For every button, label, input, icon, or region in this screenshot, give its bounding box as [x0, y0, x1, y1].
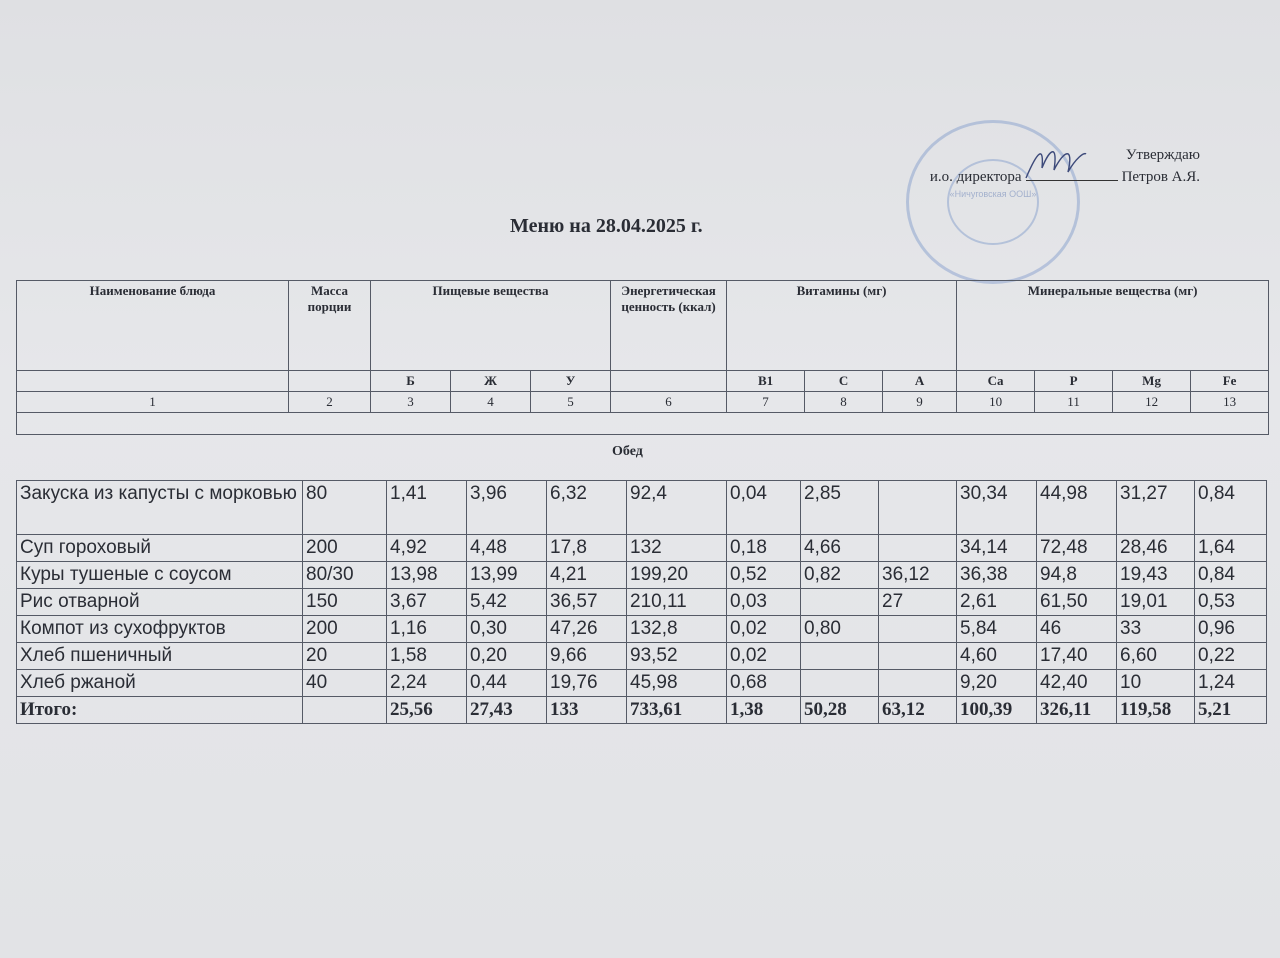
cell-ca: 34,14 — [957, 535, 1037, 562]
col-num: 4 — [451, 392, 531, 413]
table-row — [17, 616, 1267, 643]
cell-u: 133 — [547, 697, 627, 724]
table-row — [17, 535, 1267, 562]
stamp-text: «Ничуговская ООШ» — [949, 189, 1037, 199]
cell-p: 326,11 — [1037, 697, 1117, 724]
cell-p: 46 — [1037, 616, 1117, 643]
cell-b1: 0,52 — [727, 562, 801, 589]
cell-a: 27 — [879, 589, 957, 616]
cell-b: 4,92 — [387, 535, 467, 562]
approval-signature-line — [930, 166, 1200, 188]
cell-c — [801, 643, 879, 670]
cell-b: 3,67 — [387, 589, 467, 616]
cell-fe: 0,53 — [1195, 589, 1267, 616]
cell-u: 6,32 — [547, 481, 627, 535]
menu-table-header — [16, 280, 1269, 435]
cell-fe: 5,21 — [1195, 697, 1267, 724]
cell-b1: 0,02 — [727, 616, 801, 643]
cell-fe: 1,24 — [1195, 670, 1267, 697]
cell-kcal: 93,52 — [627, 643, 727, 670]
cell-b1: 0,68 — [727, 670, 801, 697]
header-sub-ca: Ca — [957, 371, 1035, 392]
cell-u: 4,21 — [547, 562, 627, 589]
cell-p: 94,8 — [1037, 562, 1117, 589]
cell-u: 19,76 — [547, 670, 627, 697]
cell-p: 42,40 — [1037, 670, 1117, 697]
cell-a: 36,12 — [879, 562, 957, 589]
cell-b1: 0,02 — [727, 643, 801, 670]
cell-ca: 100,39 — [957, 697, 1037, 724]
cell-ca: 2,61 — [957, 589, 1037, 616]
col-num: 12 — [1113, 392, 1191, 413]
col-num: 13 — [1191, 392, 1269, 413]
cell-b1: 0,03 — [727, 589, 801, 616]
cell-u: 36,57 — [547, 589, 627, 616]
approval-name: Петров А.Я. — [1121, 169, 1200, 185]
cell-fe: 0,22 — [1195, 643, 1267, 670]
col-num: 10 — [957, 392, 1035, 413]
cell-kcal: 92,4 — [627, 481, 727, 535]
cell-p: 17,40 — [1037, 643, 1117, 670]
col-num: 6 — [611, 392, 727, 413]
blank-row — [17, 413, 1269, 435]
cell-ca: 5,84 — [957, 616, 1037, 643]
header-dish: Наименование блюда — [17, 281, 289, 371]
cell-mg: 19,01 — [1117, 589, 1195, 616]
cell-mg: 10 — [1117, 670, 1195, 697]
col-num: 8 — [805, 392, 883, 413]
cell-a: 63,12 — [879, 697, 957, 724]
cell-kcal: 733,61 — [627, 697, 727, 724]
cell-mass — [303, 697, 387, 724]
cell-b: 13,98 — [387, 562, 467, 589]
cell-ca: 4,60 — [957, 643, 1037, 670]
cell-a — [879, 535, 957, 562]
header-sub-zh: Ж — [451, 371, 531, 392]
cell-mass: 40 — [303, 670, 387, 697]
header-energy: Энергетическая ценность (ккал) — [611, 281, 727, 371]
table-row — [17, 670, 1267, 697]
cell-name: Куры тушеные с соусом — [17, 562, 303, 589]
approval-word: Утверждаю — [1125, 147, 1200, 163]
approval-block — [930, 144, 1200, 188]
cell-u: 17,8 — [547, 535, 627, 562]
col-num: 9 — [883, 392, 957, 413]
cell-zh: 5,42 — [467, 589, 547, 616]
cell-kcal: 199,20 — [627, 562, 727, 589]
cell-fe: 0,96 — [1195, 616, 1267, 643]
header-vitamins: Витамины (мг) — [727, 281, 957, 371]
cell-ca: 36,38 — [957, 562, 1037, 589]
cell-fe: 1,64 — [1195, 535, 1267, 562]
cell-mass: 80/30 — [303, 562, 387, 589]
cell-zh: 0,44 — [467, 670, 547, 697]
cell-mg: 119,58 — [1117, 697, 1195, 724]
cell-mass: 20 — [303, 643, 387, 670]
cell-name: Итого: — [17, 697, 303, 724]
approval-position: и.о. директора — [929, 169, 1022, 185]
cell-mg: 31,27 — [1117, 481, 1195, 535]
cell-name: Хлеб пшеничный — [17, 643, 303, 670]
cell-mg: 33 — [1117, 616, 1195, 643]
cell-a — [879, 670, 957, 697]
table-row — [17, 589, 1267, 616]
cell-fe: 0,84 — [1195, 562, 1267, 589]
header-sub-fe: Fe — [1191, 371, 1269, 392]
cell-ca: 9,20 — [957, 670, 1037, 697]
cell-c: 0,80 — [801, 616, 879, 643]
cell-a — [879, 616, 957, 643]
header-sub-u: У — [531, 371, 611, 392]
menu-table — [16, 480, 1267, 724]
col-num: 5 — [531, 392, 611, 413]
cell-b: 2,24 — [387, 670, 467, 697]
cell-b1: 0,04 — [727, 481, 801, 535]
cell-c: 50,28 — [801, 697, 879, 724]
cell-mg: 28,46 — [1117, 535, 1195, 562]
cell-mass: 150 — [303, 589, 387, 616]
cell-p: 61,50 — [1037, 589, 1117, 616]
col-num: 7 — [727, 392, 805, 413]
header-nutrients: Пищевые вещества — [371, 281, 611, 371]
cell-name: Суп гороховый — [17, 535, 303, 562]
cell-u: 9,66 — [547, 643, 627, 670]
column-number-row — [17, 392, 1269, 413]
cell-name: Компот из сухофруктов — [17, 616, 303, 643]
header-sub-empty — [17, 371, 289, 392]
cell-kcal: 210,11 — [627, 589, 727, 616]
cell-mass: 200 — [303, 535, 387, 562]
header-sub-b1: В1 — [727, 371, 805, 392]
cell-a — [879, 643, 957, 670]
header-sub-a: А — [883, 371, 957, 392]
header-mass: Масса порции — [289, 281, 371, 371]
cell-c: 0,82 — [801, 562, 879, 589]
cell-zh: 4,48 — [467, 535, 547, 562]
cell-kcal: 45,98 — [627, 670, 727, 697]
cell-name: Рис отварной — [17, 589, 303, 616]
cell-c — [801, 589, 879, 616]
cell-b: 1,16 — [387, 616, 467, 643]
col-num: 3 — [371, 392, 451, 413]
cell-p: 72,48 — [1037, 535, 1117, 562]
cell-b: 25,56 — [387, 697, 467, 724]
table-row — [17, 562, 1267, 589]
cell-zh: 3,96 — [467, 481, 547, 535]
col-num: 1 — [17, 392, 289, 413]
cell-kcal: 132,8 — [627, 616, 727, 643]
header-minerals: Минеральные вещества (мг) — [957, 281, 1269, 371]
cell-a — [879, 481, 957, 535]
cell-kcal: 132 — [627, 535, 727, 562]
header-sub-empty — [289, 371, 371, 392]
header-sub-mg: Mg — [1113, 371, 1191, 392]
cell-fe: 0,84 — [1195, 481, 1267, 535]
table-row — [17, 643, 1267, 670]
cell-zh: 27,43 — [467, 697, 547, 724]
cell-u: 47,26 — [547, 616, 627, 643]
cell-name: Закуска из капусты с морковью — [17, 481, 303, 535]
cell-zh: 13,99 — [467, 562, 547, 589]
total-row — [17, 697, 1267, 724]
table-row — [17, 481, 1267, 535]
col-num: 11 — [1035, 392, 1113, 413]
page-title: Меню на 28.04.2025 г. — [510, 215, 703, 237]
header-sub-b: Б — [371, 371, 451, 392]
cell-b1: 0,18 — [727, 535, 801, 562]
cell-mg: 6,60 — [1117, 643, 1195, 670]
cell-zh: 0,20 — [467, 643, 547, 670]
section-title: Обед — [612, 444, 643, 459]
cell-c: 2,85 — [801, 481, 879, 535]
cell-b: 1,41 — [387, 481, 467, 535]
header-sub-p: P — [1035, 371, 1113, 392]
cell-mg: 19,43 — [1117, 562, 1195, 589]
cell-mass: 80 — [303, 481, 387, 535]
cell-b1: 1,38 — [727, 697, 801, 724]
cell-mass: 200 — [303, 616, 387, 643]
cell-ca: 30,34 — [957, 481, 1037, 535]
cell-p: 44,98 — [1037, 481, 1117, 535]
header-sub-c: С — [805, 371, 883, 392]
cell-zh: 0,30 — [467, 616, 547, 643]
col-num: 2 — [289, 392, 371, 413]
cell-c — [801, 670, 879, 697]
cell-name: Хлеб ржаной — [17, 670, 303, 697]
signature-line — [1026, 180, 1118, 181]
cell-b: 1,58 — [387, 643, 467, 670]
header-sub-empty — [611, 371, 727, 392]
cell-c: 4,66 — [801, 535, 879, 562]
